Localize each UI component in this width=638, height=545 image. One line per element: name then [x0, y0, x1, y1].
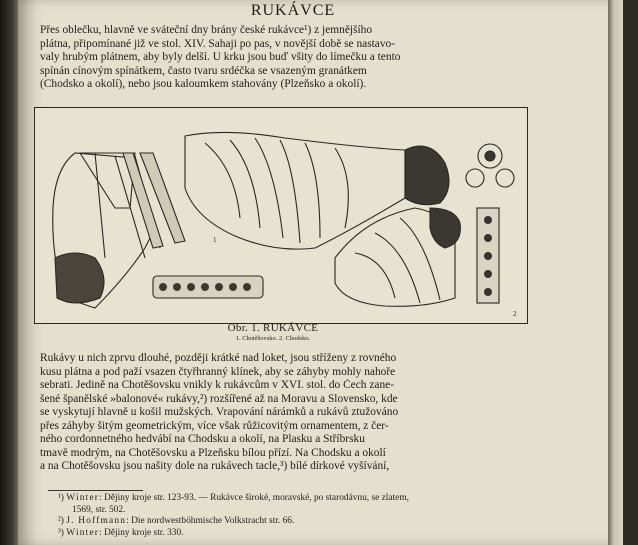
figure-label-2: 2	[513, 310, 517, 318]
footnote-1-continued: 1569, str. 502.	[72, 504, 126, 515]
text-line: (Chodsko a okolí), nebo jsou kaloumkem stahovány (Plzeňsko a okolí).	[40, 78, 367, 90]
footnote-3: ³) Winter: Dějiny kroje str. 330.	[58, 527, 184, 538]
text-line: valy hrubým plátnem, aby byly delší. U krku jsou buď všity do límečku a tento	[40, 51, 401, 63]
text-line: kusu plátna a pod paží vsazen čtyřhranný klínek, aby se záhyby mohly nahoře	[40, 365, 396, 378]
text-line: spínán cínovým spínátkem, často tvaru srdéčka se vsazeným granátkem	[40, 64, 367, 77]
text-line: ného cordonnetného hedvábí na Chodsku a okolí, na Plasku a Stříbrsku	[40, 433, 365, 445]
footnote-1: ¹) Winter: Dějiny kroje str. 123-93. — Rukávce široké, moravské, po starodávnu, se zlatem,	[58, 493, 409, 503]
caption-title: Obr. 1. RUKÁVCE	[227, 322, 319, 334]
page-title: RUKÁVCE	[250, 2, 336, 19]
figure-illustration	[34, 107, 528, 324]
paragraph-sleeves	[40, 352, 530, 474]
text-line: plátna, připomínané již ve stol. XIV. Sahaji po pas, v novější době se nastavo-	[40, 37, 396, 50]
text-line: přes záhyby šitým geometrickým, více však růžicovitým ornamentem, z čer-	[40, 419, 389, 432]
balloon-sleeve-outline	[185, 132, 405, 249]
text-line: šené španělské »balonové« rukávy,²) rozšířené až na Moravu a Slovensko, kde	[40, 392, 398, 405]
book-page	[18, 0, 623, 545]
text-line: Přes oblečku, hlavně ve sváteční dny brány české rukávce¹) z jemnějšího	[40, 24, 373, 36]
text-line: se vyskytují hlavně u košil mužských. Vrapování nárámků a rukávů ztužováno	[40, 406, 399, 418]
blouse-sleeve-drawing	[35, 108, 527, 323]
paragraph-intro	[40, 24, 520, 92]
figure-caption	[128, 322, 418, 342]
footnotes	[58, 493, 528, 539]
footnote-2: ²) J. Hoffmann: Die nordwestböhmische Volkstracht str. 66.	[58, 516, 295, 527]
page-edge	[608, 0, 623, 545]
footnote-divider	[48, 490, 143, 491]
text-line: tmavě modrým, na Chotěšovsku a Plzeňsku bílou přízí. Na Chodsku a okolí	[40, 446, 386, 459]
caption-subtitle: 1. Chotěšovsko. 2. Chodsko.	[235, 335, 311, 342]
text-line: sebrati. Jedině na Chotěšovsku vnikly k rukávcům v XVI. stol. do Čech zane-	[40, 379, 394, 391]
book-spine	[0, 0, 20, 545]
text-line: Rukávy u nich zprvu dlouhé, později krátké nad loket, jsou stříženy z rovného	[40, 352, 397, 364]
text-line: a na Chotěšovsku jsou našity dole na rukávech tacle,³) bílé dírkové vyšívání,	[40, 460, 390, 472]
figure-label-1: 1	[213, 236, 217, 244]
